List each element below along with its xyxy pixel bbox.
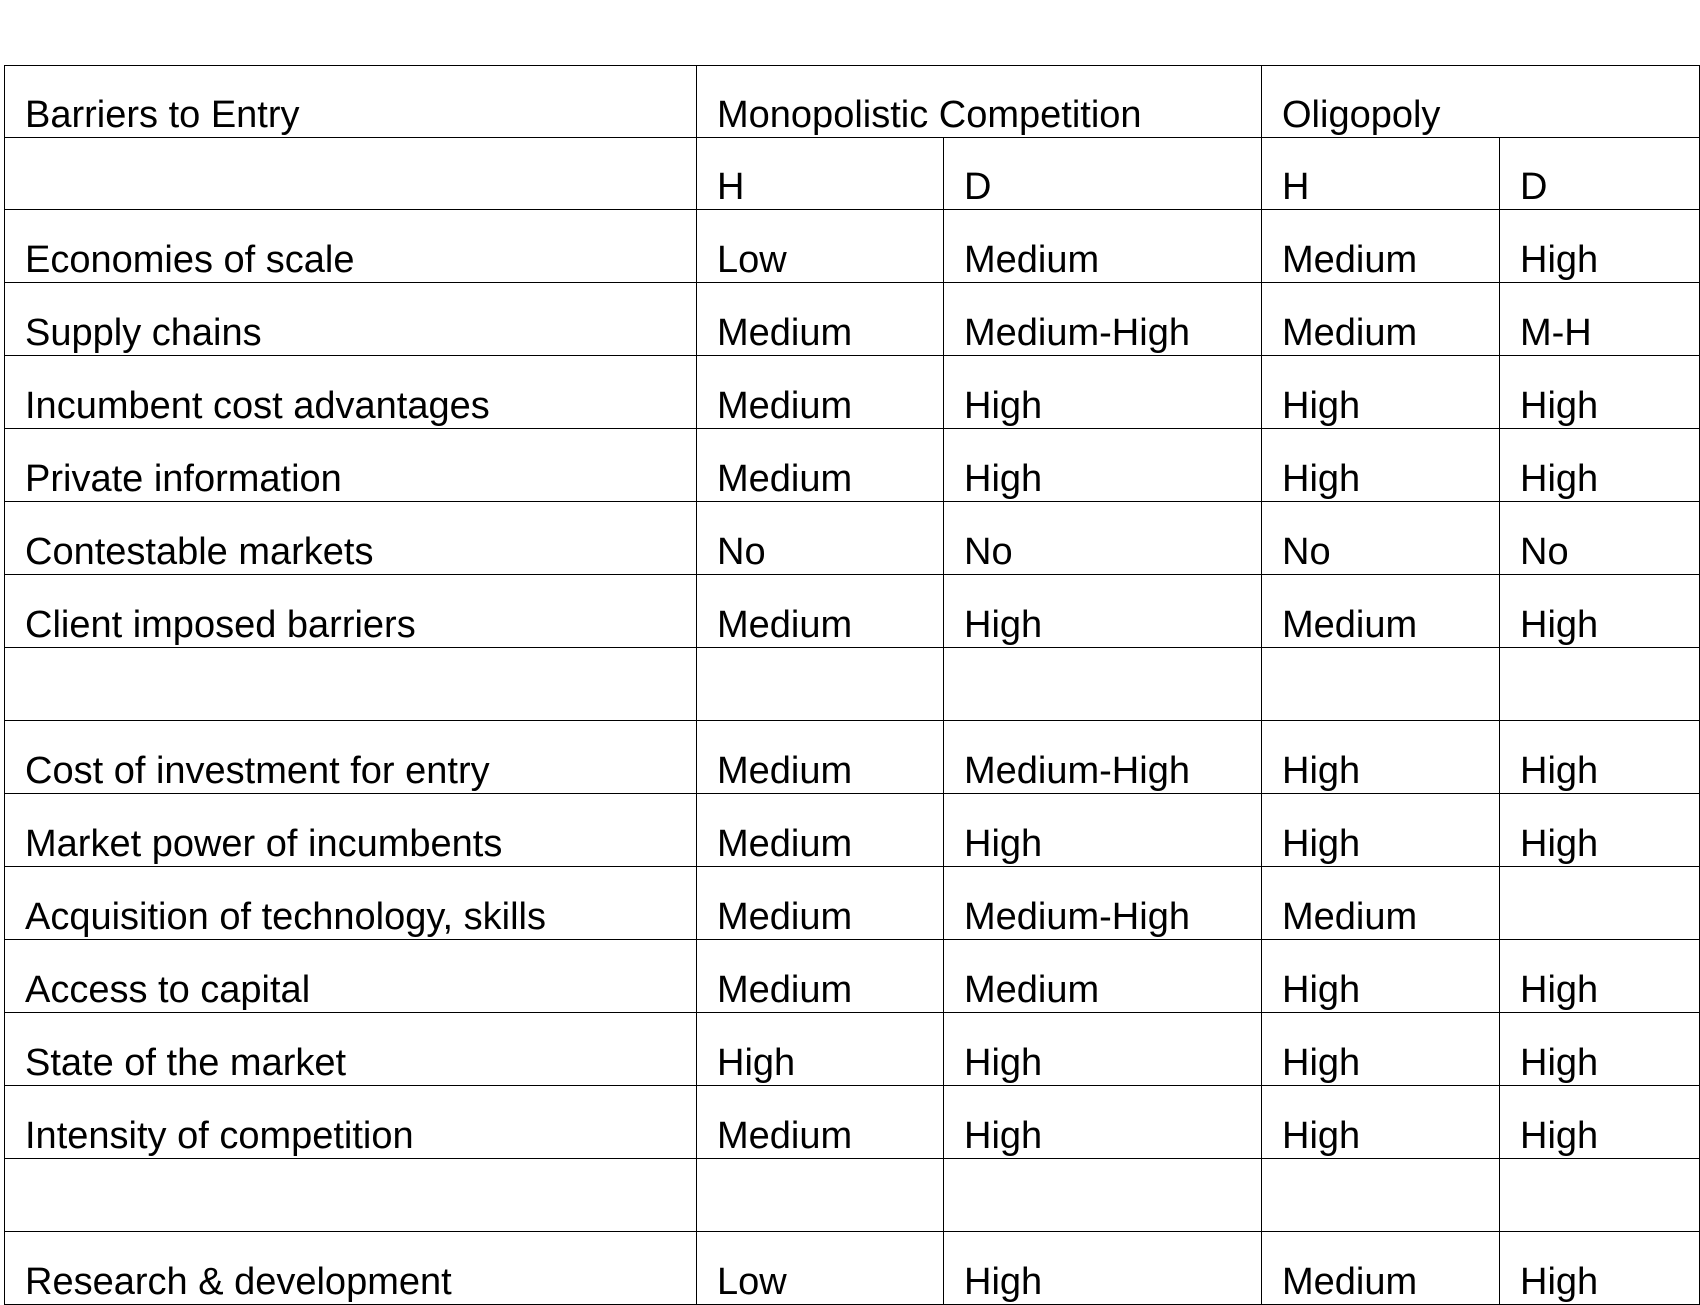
table-row bbox=[5, 283, 1700, 356]
table-row bbox=[5, 356, 1700, 429]
barriers-table bbox=[4, 65, 1700, 1305]
ol-h-cell: High bbox=[1262, 1086, 1500, 1159]
ol-h-cell: High bbox=[1262, 794, 1500, 867]
subheader-row bbox=[5, 138, 1700, 210]
mc-d-cell: Medium bbox=[944, 210, 1262, 283]
row-label-cell: Private information bbox=[5, 429, 697, 502]
header-row bbox=[5, 66, 1700, 138]
table-row bbox=[5, 210, 1700, 283]
ol-d-cell: High bbox=[1500, 575, 1700, 648]
ol-h-cell: Medium bbox=[1262, 867, 1500, 940]
row-label-cell: Economies of scale bbox=[5, 210, 697, 283]
mc-d-cell: High bbox=[944, 356, 1262, 429]
mc-h-cell: Medium bbox=[697, 794, 944, 867]
mc-d-cell: High bbox=[944, 794, 1262, 867]
ol-h-cell: Medium bbox=[1262, 210, 1500, 283]
mc-d-cell: Medium bbox=[944, 940, 1262, 1013]
row-label-cell: Contestable markets bbox=[5, 502, 697, 575]
subheader-mc-h: H bbox=[697, 138, 944, 210]
mc-d-cell: Medium-High bbox=[944, 867, 1262, 940]
row-label-cell: Acquisition of technology, skills bbox=[5, 867, 697, 940]
ol-h-cell: Medium bbox=[1262, 575, 1500, 648]
table-row bbox=[5, 502, 1700, 575]
table-row bbox=[5, 1159, 1700, 1232]
header-oligopoly: Oligopoly bbox=[1262, 66, 1700, 138]
mc-d-cell: No bbox=[944, 502, 1262, 575]
mc-h-cell: Medium bbox=[697, 575, 944, 648]
subheader-empty-cell bbox=[5, 138, 697, 210]
mc-h-cell: High bbox=[697, 1013, 944, 1086]
table-row bbox=[5, 429, 1700, 502]
row-label-cell: Incumbent cost advantages bbox=[5, 356, 697, 429]
row-label-cell: Cost of investment for entry bbox=[5, 721, 697, 794]
row-label-cell: Access to capital bbox=[5, 940, 697, 1013]
mc-h-cell: Medium bbox=[697, 721, 944, 794]
ol-d-cell: High bbox=[1500, 429, 1700, 502]
mc-d-cell: High bbox=[944, 429, 1262, 502]
ol-h-cell: No bbox=[1262, 502, 1500, 575]
header-monopolistic-competition: Monopolistic Competition bbox=[697, 66, 1262, 138]
row-label-cell bbox=[5, 648, 697, 721]
ol-h-cell: Medium bbox=[1262, 1232, 1500, 1305]
ol-h-cell: High bbox=[1262, 429, 1500, 502]
ol-d-cell: No bbox=[1500, 502, 1700, 575]
table-row bbox=[5, 1013, 1700, 1086]
subheader-ol-h: H bbox=[1262, 138, 1500, 210]
table-row bbox=[5, 794, 1700, 867]
ol-h-cell bbox=[1262, 648, 1500, 721]
mc-d-cell bbox=[944, 648, 1262, 721]
row-label-cell: Supply chains bbox=[5, 283, 697, 356]
ol-d-cell bbox=[1500, 1159, 1700, 1232]
ol-d-cell: High bbox=[1500, 940, 1700, 1013]
table-body bbox=[5, 66, 1700, 1305]
ol-h-cell: High bbox=[1262, 1013, 1500, 1086]
mc-h-cell: Medium bbox=[697, 429, 944, 502]
mc-d-cell: Medium-High bbox=[944, 283, 1262, 356]
mc-h-cell: Medium bbox=[697, 283, 944, 356]
subheader-mc-d: D bbox=[944, 138, 1262, 210]
ol-d-cell: High bbox=[1500, 1086, 1700, 1159]
ol-d-cell: High bbox=[1500, 356, 1700, 429]
row-label-cell: Client imposed barriers bbox=[5, 575, 697, 648]
mc-h-cell: Low bbox=[697, 210, 944, 283]
header-barriers-to-entry: Barriers to Entry bbox=[5, 66, 697, 138]
mc-h-cell: Low bbox=[697, 1232, 944, 1305]
ol-d-cell: M-H bbox=[1500, 283, 1700, 356]
table-row bbox=[5, 575, 1700, 648]
mc-d-cell: High bbox=[944, 1232, 1262, 1305]
table-row bbox=[5, 648, 1700, 721]
mc-h-cell: Medium bbox=[697, 1086, 944, 1159]
mc-h-cell bbox=[697, 1159, 944, 1232]
mc-h-cell: No bbox=[697, 502, 944, 575]
mc-d-cell: High bbox=[944, 1086, 1262, 1159]
mc-h-cell: Medium bbox=[697, 940, 944, 1013]
mc-h-cell bbox=[697, 648, 944, 721]
ol-d-cell: High bbox=[1500, 794, 1700, 867]
ol-h-cell: Medium bbox=[1262, 283, 1500, 356]
mc-d-cell: High bbox=[944, 575, 1262, 648]
row-label-cell: Intensity of competition bbox=[5, 1086, 697, 1159]
ol-h-cell: High bbox=[1262, 356, 1500, 429]
mc-d-cell bbox=[944, 1159, 1262, 1232]
table-row bbox=[5, 1086, 1700, 1159]
ol-d-cell bbox=[1500, 867, 1700, 940]
ol-d-cell: High bbox=[1500, 1013, 1700, 1086]
table-row bbox=[5, 867, 1700, 940]
table-row bbox=[5, 940, 1700, 1013]
table-row bbox=[5, 1232, 1700, 1305]
table-row bbox=[5, 721, 1700, 794]
mc-h-cell: Medium bbox=[697, 867, 944, 940]
ol-d-cell: High bbox=[1500, 210, 1700, 283]
mc-d-cell: Medium-High bbox=[944, 721, 1262, 794]
row-label-cell: Market power of incumbents bbox=[5, 794, 697, 867]
ol-d-cell: High bbox=[1500, 1232, 1700, 1305]
row-label-cell bbox=[5, 1159, 697, 1232]
ol-h-cell: High bbox=[1262, 940, 1500, 1013]
ol-h-cell bbox=[1262, 1159, 1500, 1232]
subheader-ol-d: D bbox=[1500, 138, 1700, 210]
ol-d-cell bbox=[1500, 648, 1700, 721]
row-label-cell: Research & development bbox=[5, 1232, 697, 1305]
mc-d-cell: High bbox=[944, 1013, 1262, 1086]
row-label-cell: State of the market bbox=[5, 1013, 697, 1086]
ol-d-cell: High bbox=[1500, 721, 1700, 794]
ol-h-cell: High bbox=[1262, 721, 1500, 794]
mc-h-cell: Medium bbox=[697, 356, 944, 429]
